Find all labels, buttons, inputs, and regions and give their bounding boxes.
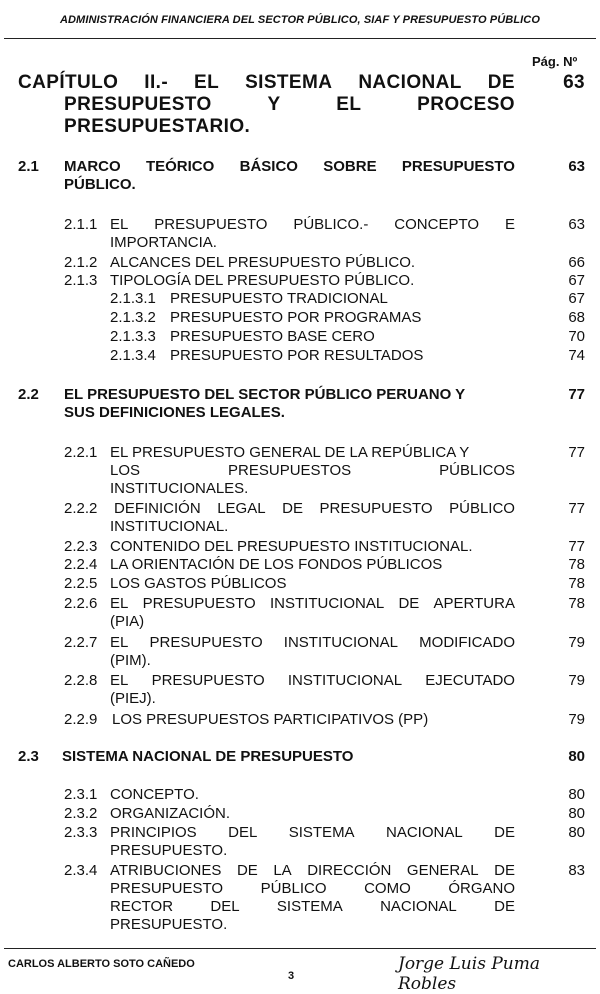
entry-word: DEFINICIÓN xyxy=(114,500,201,517)
entry-word: DE xyxy=(494,824,515,841)
running-header: ADMINISTRACIÓN FINANCIERA DEL SECTOR PÚBLICO, SIAF Y PRESUPUESTO PÚBLICO xyxy=(59,14,541,26)
entry-number: 2.2.8 xyxy=(64,672,98,689)
entry-word: EL xyxy=(110,216,129,233)
entry-word: NACIONAL xyxy=(380,898,457,915)
entry-word: INSTITUCIONAL xyxy=(287,672,403,689)
subentry-page: 70 xyxy=(568,328,585,345)
entry-number: 2.3.4 xyxy=(64,862,98,879)
entry-title-cont: (PIEJ). xyxy=(110,690,156,707)
entry-title-cont: IMPORTANCIA. xyxy=(110,234,217,251)
entry-title-cont xyxy=(110,462,515,480)
entry-word: PRESUPUESTO xyxy=(149,634,263,651)
section-title-cont: SUS DEFINICIONES LEGALES. xyxy=(64,404,285,421)
subentry-title: PRESUPUESTO BASE CERO xyxy=(170,328,375,345)
entry-title-cont: PRESUPUESTO. xyxy=(110,916,228,933)
entry-number: 2.2.4 xyxy=(64,556,98,573)
entry-word: INSTITUCIONAL xyxy=(269,595,385,612)
chapter-title-line-2 xyxy=(64,94,515,115)
subentry-page: 67 xyxy=(568,290,585,307)
entry-word: DE xyxy=(494,898,515,915)
entry-word: PRESUPUESTO xyxy=(142,595,256,612)
entry-word: CONCEPTO xyxy=(394,216,480,233)
entry-title: EL PRESUPUESTO GENERAL DE LA REPÚBLICA Y xyxy=(110,444,470,461)
entry-word: DE xyxy=(494,862,515,879)
subentry-title: PRESUPUESTO TRADICIONAL xyxy=(170,290,388,307)
entry-title-cont xyxy=(110,880,515,898)
entry-page: 67 xyxy=(568,272,585,289)
entry-word: GENERAL xyxy=(406,862,479,879)
section-number: 2.2 xyxy=(18,386,39,403)
entry-word: ATRIBUCIONES xyxy=(110,862,222,879)
chapter-word: Y xyxy=(267,94,281,115)
entry-word: DE xyxy=(282,500,303,517)
footer-author-right: Jorge Luis Puma Robles xyxy=(398,954,540,994)
entry-word: EL xyxy=(110,672,129,689)
entry-title xyxy=(110,824,515,842)
entry-number: 2.2.2 xyxy=(64,500,98,517)
entry-word: PÚBLICO xyxy=(260,880,327,897)
entry-title-cont: INSTITUCIONALES. xyxy=(110,480,249,497)
entry-word: PÚBLICO.- xyxy=(293,216,369,233)
entry-title: CONCEPTO. xyxy=(110,786,199,803)
chapter-title-line-1 xyxy=(18,72,515,93)
entry-word: MODIFICADO xyxy=(419,634,515,651)
entry-title-cont: (PIA) xyxy=(110,613,145,630)
entry-page: 80 xyxy=(568,786,585,803)
entry-word: EL xyxy=(110,595,129,612)
entry-number: 2.3.1 xyxy=(64,786,98,803)
entry-word: PÚBLICOS xyxy=(439,462,515,479)
chapter-word: PROCESO xyxy=(417,94,515,115)
entry-page: 83 xyxy=(568,862,585,879)
chapter-page: 63 xyxy=(563,72,585,93)
entry-number: 2.2.3 xyxy=(64,538,98,555)
entry-word: LA xyxy=(273,862,292,879)
subentry-number: 2.1.3.2 xyxy=(110,309,156,326)
entry-title xyxy=(110,216,515,234)
entry-title: LA ORIENTACIÓN DE LOS FONDOS PÚBLICOS xyxy=(110,556,443,573)
footer-rule xyxy=(4,948,596,949)
entry-number: 2.1.2 xyxy=(64,254,98,271)
entry-title: LOS GASTOS PÚBLICOS xyxy=(110,575,287,592)
chapter-word: NACIONAL xyxy=(358,72,462,93)
entry-page: 66 xyxy=(568,254,585,271)
subentry-title: PRESUPUESTO POR PROGRAMAS xyxy=(170,309,422,326)
chapter-title-line-3: PRESUPUESTARIO. xyxy=(64,116,251,137)
entry-title-cont: PRESUPUESTO. xyxy=(110,842,228,859)
entry-word: APERTURA xyxy=(433,595,515,612)
entry-title xyxy=(114,500,515,518)
entry-word: PRESUPUESTOS xyxy=(228,462,352,479)
entry-number: 2.3.2 xyxy=(64,805,98,822)
entry-word: DIRECCIÓN xyxy=(307,862,392,879)
entry-number: 2.2.7 xyxy=(64,634,98,651)
entry-title xyxy=(110,862,515,880)
entry-number: 2.3.3 xyxy=(64,824,98,841)
entry-page: 78 xyxy=(568,556,585,573)
entry-word: DEL xyxy=(228,824,258,841)
entry-number: 2.1.3 xyxy=(64,272,98,289)
entry-title-cont: (PIM). xyxy=(110,652,151,669)
entry-number: 2.2.5 xyxy=(64,575,98,592)
entry-title: TIPOLOGÍA DEL PRESUPUESTO PÚBLICO. xyxy=(110,272,415,289)
entry-word: PRINCIPIOS xyxy=(110,824,197,841)
entry-word: EJECUTADO xyxy=(425,672,515,689)
subentry-page: 74 xyxy=(568,347,585,364)
section-page: 77 xyxy=(568,386,585,403)
subentry-number: 2.1.3.4 xyxy=(110,347,156,364)
entry-title-cont: INSTITUCIONAL. xyxy=(110,518,229,535)
chapter-word: DE xyxy=(487,72,515,93)
entry-word: PRESUPUESTO xyxy=(151,672,265,689)
entry-page: 80 xyxy=(568,824,585,841)
page-number-column-label: Pág. Nº xyxy=(532,54,578,69)
section-word: PRESUPUESTO xyxy=(401,158,515,175)
chapter-word: CAPÍTULO xyxy=(18,72,119,93)
entry-title xyxy=(110,634,515,652)
entry-word: DE xyxy=(398,595,420,612)
entry-title: CONTENIDO DEL PRESUPUESTO INSTITUCIONAL. xyxy=(110,538,473,555)
chapter-word: EL xyxy=(194,72,220,93)
subentry-number: 2.1.3.1 xyxy=(110,290,156,307)
entry-title: LOS PRESUPUESTOS PARTICIPATIVOS (PP) xyxy=(112,711,429,728)
entry-page: 78 xyxy=(568,595,585,612)
entry-page: 77 xyxy=(568,444,585,461)
entry-page: 63 xyxy=(568,216,585,233)
entry-word: PRESUPUESTO xyxy=(319,500,433,517)
section-word: TEÓRICO xyxy=(145,158,215,175)
footer-page-number: 3 xyxy=(288,970,295,982)
entry-title xyxy=(110,595,515,613)
entry-page: 80 xyxy=(568,805,585,822)
entry-word: SISTEMA xyxy=(288,824,355,841)
subentry-title: PRESUPUESTO POR RESULTADOS xyxy=(170,347,424,364)
header-rule xyxy=(4,38,596,39)
entry-word: PÚBLICO xyxy=(449,500,515,517)
entry-word: E xyxy=(504,216,515,233)
subentry-page: 68 xyxy=(568,309,585,326)
section-title-cont: PÚBLICO. xyxy=(64,176,136,193)
footer-author-left: CARLOS ALBERTO SOTO CAÑEDO xyxy=(8,958,195,970)
entry-word: ÓRGANO xyxy=(448,880,515,897)
entry-title: ORGANIZACIÓN. xyxy=(110,805,231,822)
chapter-word: PRESUPUESTO xyxy=(64,94,212,115)
entry-word: EL xyxy=(110,634,129,651)
entry-page: 79 xyxy=(568,634,585,651)
entry-word: DE xyxy=(236,862,258,879)
entry-page: 77 xyxy=(568,538,585,555)
entry-title xyxy=(110,672,515,690)
entry-number: 2.2.6 xyxy=(64,595,98,612)
entry-word: COMO xyxy=(364,880,411,897)
entry-word: SISTEMA xyxy=(276,898,343,915)
entry-page: 77 xyxy=(568,500,585,517)
section-title xyxy=(64,158,515,176)
entry-page: 78 xyxy=(568,575,585,592)
entry-word: RECTOR xyxy=(110,898,174,915)
entry-word: PRESUPUESTO xyxy=(110,880,224,897)
section-number: 2.3 xyxy=(18,748,39,765)
section-number: 2.1 xyxy=(18,158,39,175)
section-page: 80 xyxy=(568,748,585,765)
entry-page: 79 xyxy=(568,711,585,728)
entry-word: PRESUPUESTO xyxy=(154,216,268,233)
section-word: MARCO xyxy=(64,158,121,175)
chapter-word: EL xyxy=(336,94,362,115)
entry-word: LEGAL xyxy=(217,500,266,517)
entry-title: ALCANCES DEL PRESUPUESTO PÚBLICO. xyxy=(110,254,416,271)
chapter-word: SISTEMA xyxy=(245,72,333,93)
entry-title-cont xyxy=(110,898,515,916)
subentry-number: 2.1.3.3 xyxy=(110,328,156,345)
entry-word: INSTITUCIONAL xyxy=(283,634,398,651)
section-word: SOBRE xyxy=(323,158,377,175)
section-word: BÁSICO xyxy=(239,158,298,175)
entry-word: LOS xyxy=(110,462,141,479)
section-title: EL PRESUPUESTO DEL SECTOR PÚBLICO PERUANO Y xyxy=(64,386,466,403)
section-page: 63 xyxy=(568,158,585,175)
entry-word: NACIONAL xyxy=(386,824,463,841)
entry-word: DEL xyxy=(210,898,240,915)
chapter-word: II.- xyxy=(144,72,169,93)
section-title: SISTEMA NACIONAL DE PRESUPUESTO xyxy=(62,748,354,765)
entry-number: 2.1.1 xyxy=(64,216,98,233)
entry-number: 2.2.9 xyxy=(64,711,98,728)
entry-page: 79 xyxy=(568,672,585,689)
entry-number: 2.2.1 xyxy=(64,444,98,461)
